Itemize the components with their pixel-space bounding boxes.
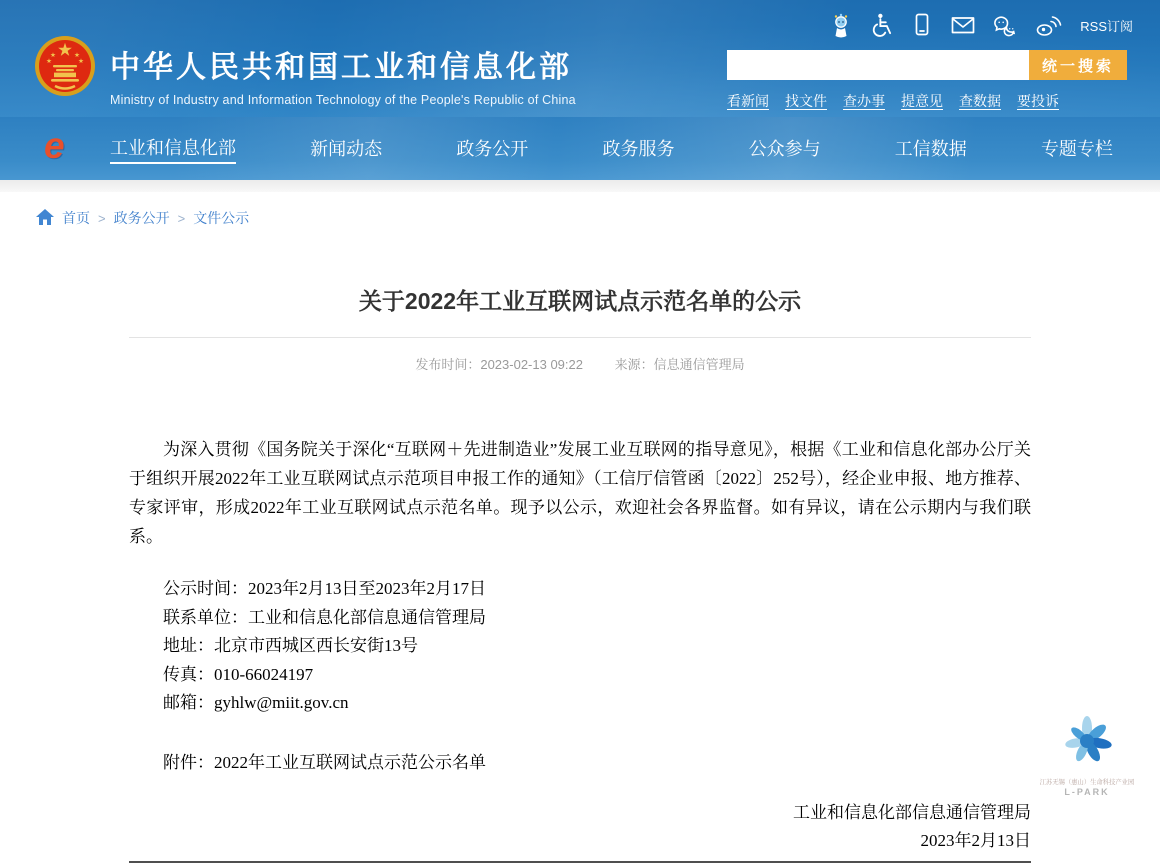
nav-item-participation[interactable]: 公众参与	[748, 138, 821, 159]
nav-item-miit[interactable]: 工业和信息化部	[110, 134, 236, 164]
robot-mascot-icon[interactable]	[828, 12, 854, 39]
accessibility-icon[interactable]	[869, 12, 895, 38]
article-title: 关于2022年工业互联网试点示范名单的公示	[358, 288, 802, 314]
title-divider	[129, 337, 1031, 338]
detail-contact-unit: 联系单位：工业和信息化部信息通信管理局	[163, 607, 486, 627]
wechat-icon[interactable]	[992, 13, 1019, 38]
site-logo-link[interactable]	[110, 42, 576, 107]
breadcrumb-gov-disclosure[interactable]: 政务公开	[113, 210, 170, 226]
header-icon-row	[727, 10, 1133, 40]
site-title: 中华人民共和国工业和信息化部	[110, 51, 572, 84]
lpark-splash-icon	[1051, 710, 1123, 772]
quick-link-suggestions[interactable]: 提意见	[901, 93, 943, 109]
bottom-divider	[129, 861, 1031, 863]
weibo-icon[interactable]	[1034, 13, 1062, 38]
signature-date: 2023年2月13日	[920, 830, 1031, 850]
article	[129, 283, 1031, 863]
quick-links	[727, 91, 1133, 111]
article-meta	[129, 354, 1031, 373]
breadcrumb-current: 文件公示	[193, 210, 250, 226]
signature-block	[129, 799, 1031, 855]
nav-item-gov-services[interactable]: 政务服务	[602, 138, 675, 159]
site-header	[0, 0, 1160, 117]
unified-search-button[interactable]: 统一搜索	[1029, 50, 1127, 80]
unified-search-input[interactable]	[727, 50, 1029, 80]
detail-public-period: 公示时间：2023年2月13日至2023年2月17日	[163, 579, 486, 598]
breadcrumb-home[interactable]: 首页	[62, 210, 90, 226]
breadcrumb	[36, 208, 1160, 228]
miit-e-logo-icon: e	[44, 125, 65, 166]
quick-link-documents[interactable]: 找文件	[785, 93, 827, 109]
detail-fax: 传真：010-66024197	[163, 664, 314, 684]
rss-link[interactable]: RSS订阅	[1080, 18, 1133, 34]
signature-org: 工业和信息化部信息通信管理局	[793, 802, 1031, 822]
watermark-brand: L-PARK	[1064, 787, 1110, 797]
mobile-icon[interactable]	[910, 12, 934, 38]
contact-details	[129, 575, 1031, 718]
nav-bottom-strip	[0, 180, 1160, 192]
article-paragraph: 为深入贯彻《国务院关于深化“互联网＋先进制造业”发展工业互联网的指导意见》，根据《工业和信息化部办公厅关于组织开展2022年工业互联网试点示范项目申报工作的通知》（工信厅信管函〔2022〕252号），经企业申报、地方推荐、专家评审，形成2022年工业互联网试点示范名单。现予以公示，欢迎社会各界监督。如有异议，请在公示期内与我们联系。	[129, 440, 1031, 546]
lpark-watermark	[1032, 710, 1142, 797]
breadcrumb-separator: >	[98, 210, 106, 226]
watermark-text: 江苏无锡（惠山）生命科技产业园	[1039, 779, 1135, 786]
main-nav	[0, 117, 1160, 180]
quick-link-complaints[interactable]: 要投诉	[1017, 93, 1059, 109]
nav-item-special-topics[interactable]: 专题专栏	[1040, 138, 1113, 159]
source: 来源：信息通信管理局	[614, 357, 745, 372]
detail-email: 邮箱：gyhlw@miit.gov.cn	[163, 693, 349, 712]
detail-address: 地址：北京市西城区西长安街13号	[163, 636, 418, 655]
home-icon[interactable]	[36, 209, 54, 228]
nav-item-data[interactable]: 工信数据	[894, 138, 967, 159]
nav-item-gov-disclosure[interactable]: 政务公开	[456, 138, 529, 159]
attachment-link[interactable]: 附件：2022年工业互联网试点示范公示名单	[163, 752, 486, 772]
nav-list	[110, 117, 1113, 180]
header-right	[727, 10, 1133, 111]
mail-icon[interactable]	[949, 13, 977, 37]
breadcrumb-separator: >	[177, 210, 186, 226]
publish-time: 发布时间：2023-02-13 09:22	[415, 357, 583, 372]
quick-link-services[interactable]: 查办事	[843, 93, 885, 109]
search-bar	[727, 50, 1133, 80]
quick-link-news[interactable]: 看新闻	[727, 93, 769, 109]
quick-link-data[interactable]: 查数据	[959, 93, 1001, 109]
national-emblem-icon	[33, 34, 97, 103]
site-subtitle: Ministry of Industry and Information Technology of the People's Republic of China	[110, 93, 576, 107]
nav-item-news[interactable]: 新闻动态	[310, 138, 383, 159]
